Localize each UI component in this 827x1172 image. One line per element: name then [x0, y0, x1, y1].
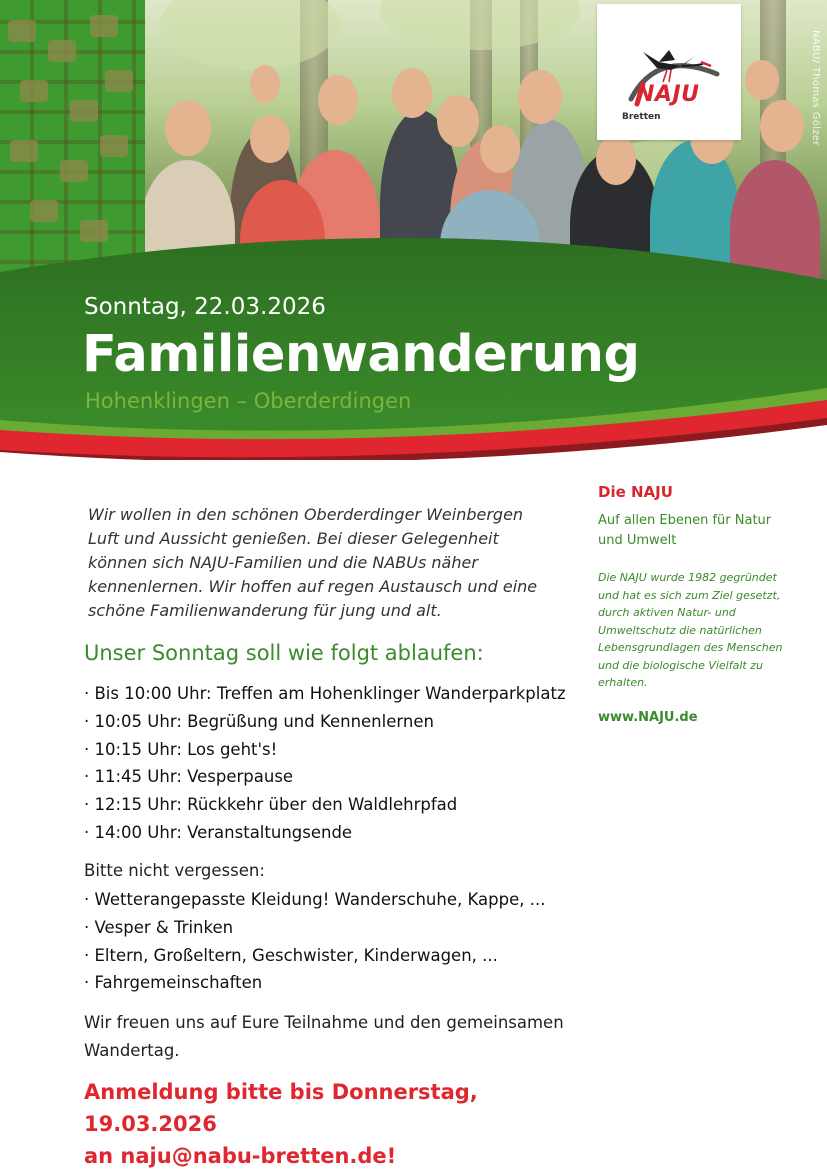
naju-logo	[597, 4, 741, 140]
schedule-item: · 14:00 Uhr: Veranstaltungsende	[84, 822, 353, 842]
sidebar-title: Die NAJU	[598, 483, 673, 501]
logo-subline: Bretten	[622, 112, 661, 122]
registration-notice	[84, 1076, 584, 1172]
sidebar-description: Die NAJU wurde 1982 gegründet und hat es sich zum Ziel gesetzt, durch aktiven Natur- und Umweltschutz die natürlichen Lebensgrundlagen des Menschen und die biologische Vielfalt zu erhalten.	[598, 571, 783, 689]
registration-deadline: Anmeldung bitte bis Donnerstag, 19.03.2026	[84, 1080, 478, 1136]
reminder-item: · Fahrgemeinschaften	[84, 973, 263, 993]
event-title: Familienwanderung	[82, 325, 640, 384]
reminder-item: · Eltern, Großeltern, Geschwister, Kinderwagen, ...	[84, 945, 498, 965]
reminder-item: · Vesper & Trinken	[84, 917, 234, 937]
closing-text: Wir freuen uns auf Eure Teilnahme und den gemeinsamen Wandertag.	[84, 1013, 564, 1060]
event-date: Sonntag, 22.03.2026	[84, 294, 326, 320]
intro-text: Wir wollen in den schönen Oberderdinger Weinbergen Luft und Aussicht genießen. Bei dieser Gelegenheit können sich NAJU-Familien und die NABUs näher kennenlernen. Wir hoffen auf regen Austausch und eine schöne Familienwanderung für jung und alt.	[88, 505, 538, 620]
schedule-item: · 10:05 Uhr: Begrüßung und Kennenlernen	[84, 711, 434, 731]
sidebar-tagline: Auf allen Ebenen für Natur und Umwelt	[598, 513, 772, 548]
schedule-item: · 10:15 Uhr: Los geht's!	[84, 739, 278, 759]
reminder-item: · Wetterangepasste Kleidung! Wanderschuhe, Kappe, ...	[84, 890, 546, 909]
reminder-list	[84, 886, 545, 997]
schedule-item: · 12:15 Uhr: Rückkehr über den Waldlehrpfad	[84, 795, 458, 815]
reminder-heading: Bitte nicht vergessen:	[84, 861, 265, 880]
sidebar-website-link[interactable]: www.NAJU.de	[598, 710, 698, 725]
registration-email[interactable]: an naju@nabu-bretten.de!	[84, 1144, 397, 1168]
stork-logo-icon	[597, 4, 741, 140]
logo-wordmark: NAJU	[636, 82, 700, 107]
schedule-list	[84, 680, 566, 847]
event-route: Hohenklingen – Oberderdingen	[85, 389, 412, 413]
photo-credit: NABU/ Thomas Gölzer	[810, 30, 821, 146]
schedule-item: · Bis 10:00 Uhr: Treffen am Hohenklinger Wanderparkplatz	[84, 684, 566, 703]
schedule-item: · 11:45 Uhr: Vesperpause	[84, 767, 294, 787]
program-heading: Unser Sonntag soll wie folgt ablaufen:	[84, 641, 484, 665]
